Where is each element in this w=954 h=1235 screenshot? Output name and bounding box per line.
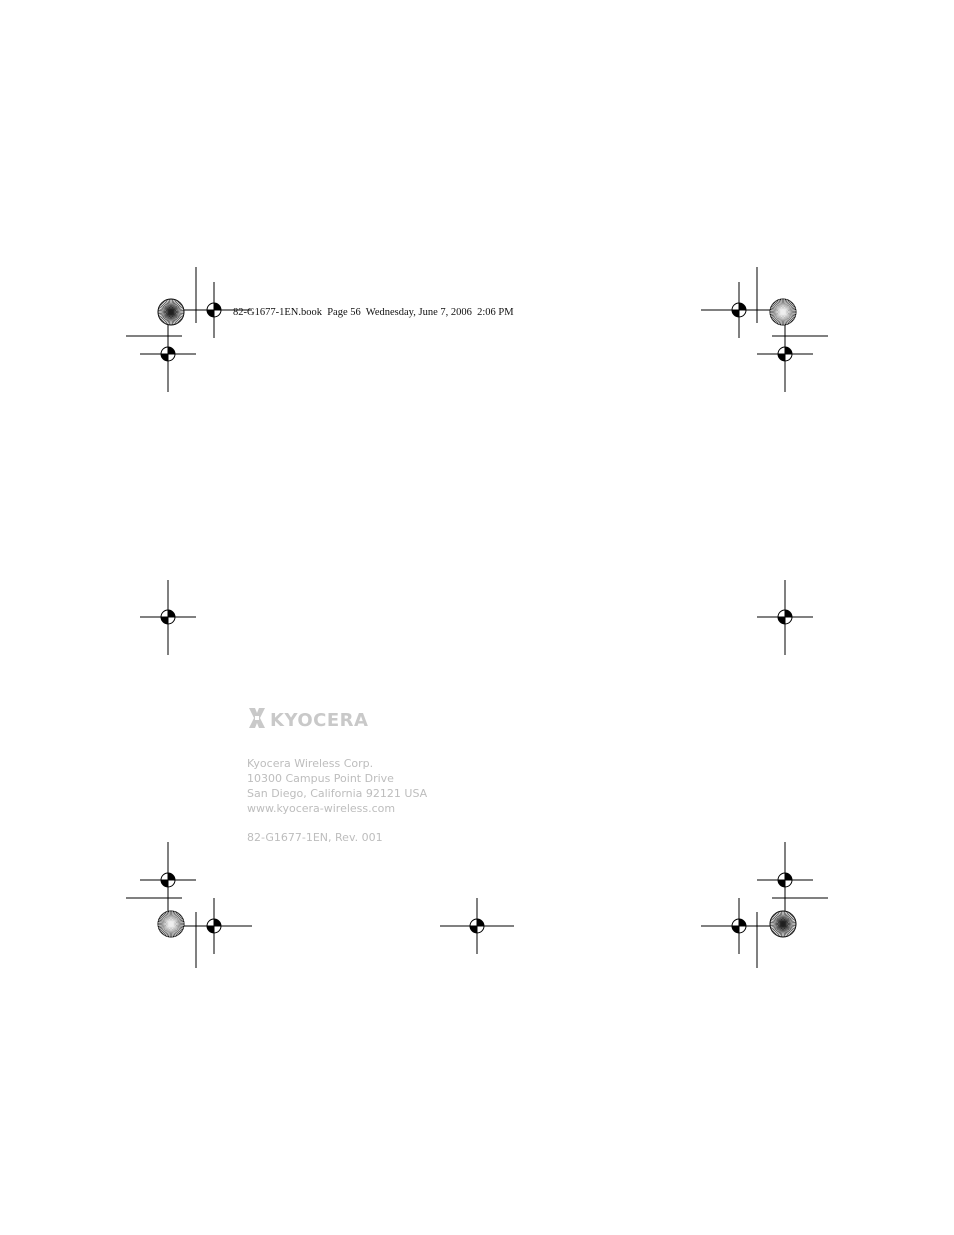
registration-mark-top-right-a [701, 282, 777, 338]
registration-mark-top-left-b [140, 317, 196, 392]
company-address [247, 756, 427, 816]
registration-mark-mid-right [757, 580, 813, 655]
starburst-target-top-left [158, 299, 184, 325]
registration-mark-bottom-left-a [176, 898, 252, 954]
starburst-target-bottom-left [158, 911, 184, 937]
registration-mark-bottom-center [440, 898, 514, 954]
street-address: 10300 Campus Point Drive [247, 772, 394, 785]
registration-mark-top-right-b [757, 317, 813, 392]
city-state-zip: San Diego, California 92121 USA [247, 787, 428, 800]
registration-mark-bottom-right-a [701, 898, 777, 954]
registration-mark-bottom-left-b [140, 842, 196, 918]
website-url: www.kyocera-wireless.com [247, 802, 396, 815]
crop-lines [126, 267, 828, 968]
registration-mark-mid-left [140, 580, 196, 655]
document-number: 82-G1677-1EN, Rev. 001 [247, 831, 383, 844]
company-name: Kyocera Wireless Corp. [247, 757, 374, 770]
registration-mark-bottom-right-b [757, 842, 813, 918]
starburst-target-top-right [770, 299, 796, 325]
book-header-line: 82-G1677-1EN.book Page 56 Wednesday, June 7, 2006 2:06 PM [233, 307, 514, 318]
starburst-target-bottom-right [770, 911, 796, 937]
brand-name: KYOCERA [270, 709, 369, 731]
kyocera-logo [247, 708, 368, 732]
kyocera-logo-icon [247, 707, 267, 734]
